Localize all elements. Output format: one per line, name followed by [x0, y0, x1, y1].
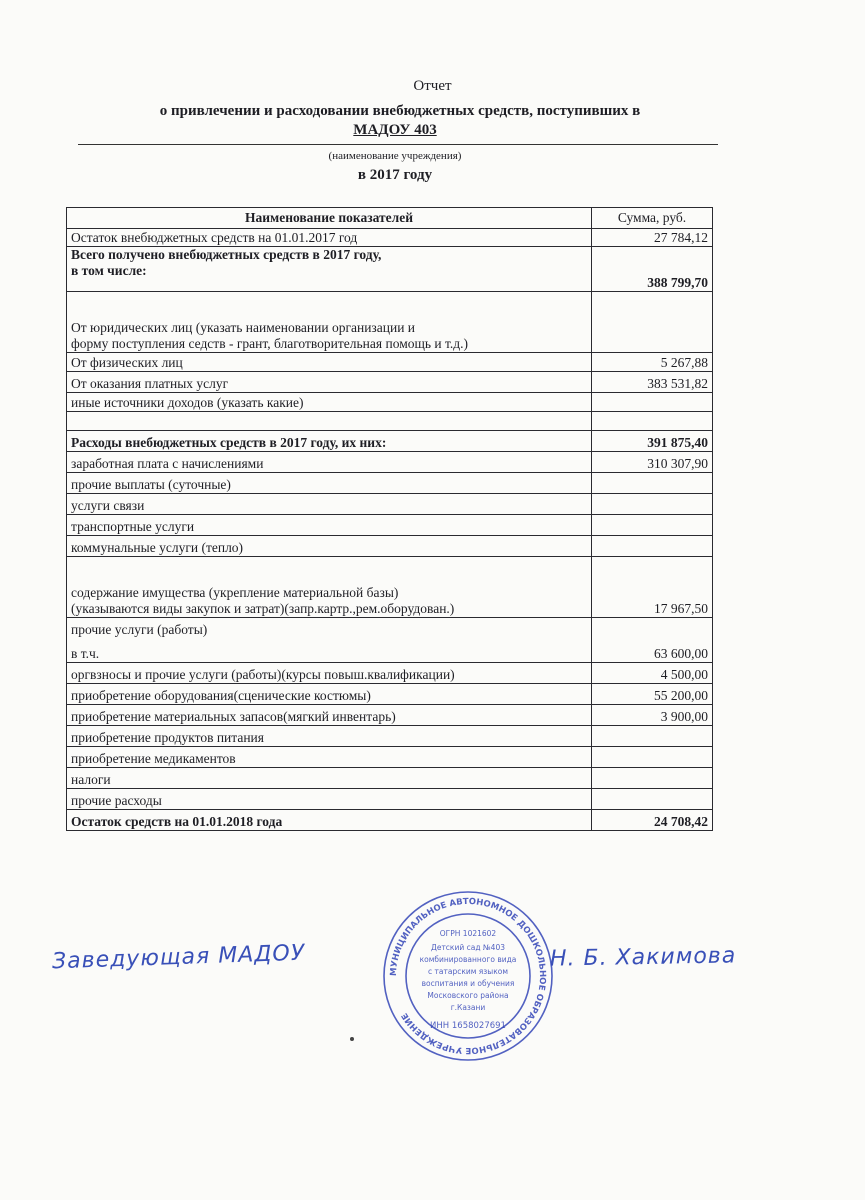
- stamp-line-6: Московского района: [427, 991, 509, 1000]
- row-label-line2: в том числе:: [71, 263, 147, 278]
- row-amount: 5 267,88: [592, 353, 713, 372]
- row-label: Расходы внебюджетных средств в 2017 году, их них:: [67, 431, 592, 452]
- row-amount: [592, 747, 713, 768]
- row-amount: 391 875,40: [592, 431, 713, 452]
- row-amount: 24 708,42: [592, 810, 713, 831]
- table-row: [67, 412, 713, 431]
- column-header-name: Наименование показателей: [67, 208, 592, 229]
- row-label: Остаток средств на 01.01.2018 года: [67, 810, 592, 831]
- stamp-line-5: воспитания и обучения: [421, 979, 515, 988]
- table-row: [67, 247, 713, 292]
- stamp-line-2: Детский сад №403: [430, 943, 506, 952]
- table-row: [67, 473, 713, 494]
- stamp-line-7: г.Казани: [450, 1003, 486, 1012]
- row-amount: 4 500,00: [592, 663, 713, 684]
- row-amount: [592, 789, 713, 810]
- table-row: [67, 726, 713, 747]
- table-row: [67, 536, 713, 557]
- row-amount: 383 531,82: [592, 372, 713, 393]
- row-label: транспортные услуги: [67, 515, 592, 536]
- row-label: оргвзносы и прочие услуги (работы)(курсы повыш.квалификации): [67, 663, 592, 684]
- table-row: [67, 353, 713, 372]
- row-label: [67, 618, 592, 663]
- table-row: [67, 618, 713, 663]
- row-label: приобретение продуктов питания: [67, 726, 592, 747]
- row-label-line2: форму поступления седств - грант, благотворительная помощь и т.д.): [71, 336, 469, 351]
- row-label: [67, 412, 592, 431]
- row-label: услуги связи: [67, 494, 592, 515]
- row-label-line1: От юридических лиц (указать наименовании организации и: [71, 320, 416, 335]
- row-amount: 17 967,50: [592, 557, 713, 618]
- table-row: [67, 789, 713, 810]
- row-label: приобретение медикаментов: [67, 747, 592, 768]
- row-label: заработная плата с начислениями: [67, 452, 592, 473]
- row-amount: [592, 515, 713, 536]
- table-row: [67, 705, 713, 726]
- table-row: [67, 768, 713, 789]
- row-label-line2: в т.ч.: [71, 646, 100, 661]
- signature-right: Н. Б. Хакимова: [549, 943, 737, 972]
- row-amount: 63 600,00: [592, 618, 713, 663]
- row-label: [67, 557, 592, 618]
- underline-rule: [78, 144, 718, 145]
- row-amount: 55 200,00: [592, 684, 713, 705]
- table-row: [67, 229, 713, 247]
- table-row: [67, 494, 713, 515]
- row-label: Остаток внебюджетных средств на 01.01.2017 год: [67, 229, 592, 247]
- signature-left: Заведующая МАДОУ: [51, 940, 306, 975]
- row-label: прочие выплаты (суточные): [67, 473, 592, 494]
- row-label: налоги: [67, 768, 592, 789]
- table-row: [67, 747, 713, 768]
- row-amount: 388 799,70: [592, 247, 713, 292]
- row-amount: [592, 494, 713, 515]
- table-row: [67, 515, 713, 536]
- table-row: [67, 810, 713, 831]
- row-amount: [592, 536, 713, 557]
- row-amount: [592, 768, 713, 789]
- stamp-bottom-text: ИНН 1658027691: [430, 1021, 506, 1031]
- table-row: [67, 372, 713, 393]
- table-row: [67, 431, 713, 452]
- table-row: [67, 452, 713, 473]
- organization-name: МАДОУ 403: [353, 122, 437, 138]
- column-header-sum: Сумма, руб.: [592, 208, 713, 229]
- row-label: коммунальные услуги (тепло): [67, 536, 592, 557]
- row-label: прочие расходы: [67, 789, 592, 810]
- report-subtitle: о привлечении и расходовании внебюджетных средств, поступивших в: [159, 103, 641, 119]
- row-label-line2: (указываются виды закупок и затрат)(запр.картр.,рем.оборудован.): [71, 601, 455, 616]
- row-amount: 27 784,12: [592, 229, 713, 247]
- table-row: [67, 292, 713, 353]
- table-row: [67, 557, 713, 618]
- row-label: приобретение оборудования(сценические костюмы): [67, 684, 592, 705]
- row-label: [67, 292, 592, 353]
- row-label-line1: прочие услуги (работы): [71, 622, 208, 637]
- scan-dot: [350, 1037, 354, 1041]
- row-amount: [592, 726, 713, 747]
- row-amount: [592, 412, 713, 431]
- row-amount: [592, 473, 713, 494]
- row-label: иные источники доходов (указать какие): [67, 393, 592, 412]
- row-label-line1: содержание имущества (укрепление материальной базы): [71, 585, 399, 600]
- table-row: [67, 684, 713, 705]
- row-label: [67, 247, 592, 292]
- stamp-line-1: ОГРН 1021602: [439, 929, 497, 938]
- row-amount: [592, 393, 713, 412]
- row-label-line1: Всего получено внебюджетных средств в 2017 году,: [71, 247, 382, 262]
- table-header-row: [67, 208, 713, 229]
- official-stamp: [380, 888, 556, 1064]
- row-label: От оказания платных услуг: [67, 372, 592, 393]
- organization-note: (наименование учреждения): [328, 150, 462, 162]
- report-table: [66, 207, 713, 831]
- row-amount: 3 900,00: [592, 705, 713, 726]
- table-row: [67, 393, 713, 412]
- report-title: Отчет: [413, 78, 452, 94]
- stamp-line-4: с татарским языком: [428, 967, 508, 976]
- row-amount: 310 307,90: [592, 452, 713, 473]
- row-label: От физических лиц: [67, 353, 592, 372]
- report-period: в 2017 году: [357, 167, 433, 183]
- stamp-line-3: комбинированного вида: [419, 955, 517, 964]
- row-amount: [592, 292, 713, 353]
- table-row: [67, 663, 713, 684]
- stamp-outer-text: МУНИЦИПАЛЬНОЕ АВТОНОМНОЕ ДОШКОЛЬНОЕ ОБРАЗОВАТЕЛЬНОЕ УЧРЕЖДЕНИЕ: [388, 896, 548, 1056]
- row-label: приобретение материальных запасов(мягкий инвентарь): [67, 705, 592, 726]
